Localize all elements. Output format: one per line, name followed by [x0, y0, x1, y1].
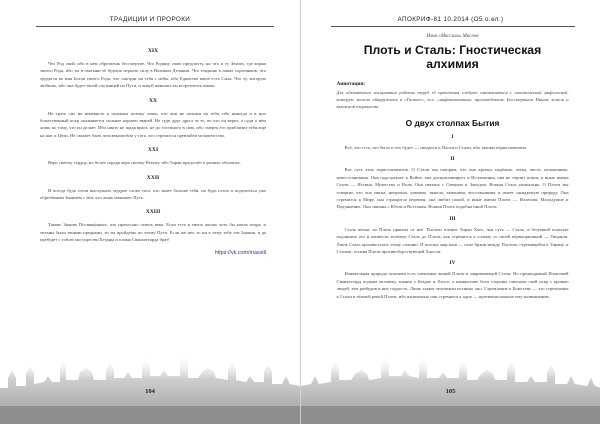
city-skyline-illustration [0, 348, 300, 424]
section-xxiii [40, 209, 266, 243]
paragraph: Вот суть этих первоэлементов. О Стали мы говорим, что она крепка, надёжна, легка, чиста, незаменима, невосстановима. Она подстрекает к Войне, она дисциплинирует и Исчленения, она не терпит покоя, и иные имена Стали — Истина, Мужество и Воля. Она связана с Севером и Западом. Всякая Сталь уникальна. О Плоти мы говорим, что она мягка, непрочна, уязвима, тяжела, заменима, восстановима и имеет ожидаемую природу. Она стремится к Миру, она стращится перемен, она любит покой, и иные имена Плоти — Иллюзия, Малодушие и Подчинение. Она связана с Югом и Востоком. Всякая Плоть подобна иной Плоти. [336, 167, 569, 210]
left-header-rule [36, 26, 274, 27]
right-header-rule [331, 26, 575, 27]
section-heading: II [450, 156, 455, 163]
section-heading: XIX [147, 48, 159, 54]
section-heading: XXIII [145, 209, 161, 216]
left-running-header: ТРАДИЦИИ И ПРОРОКИ [109, 16, 191, 23]
section-heading: I [451, 134, 454, 140]
section-xxii [40, 175, 266, 202]
article-author: Илья «Массили» Маслов [426, 34, 479, 39]
section-xix [40, 48, 266, 90]
paragraph: Изначальная природа человека есть смешение живой Плоти и закрывающей Стали. Но предводимый Иллюзией Сванхаттард подмял человеку знания о Бездне и Хаосе, а наивысшие боги стороны смешали свой искр с кровью людей, тем разбудив в них гордость. Лишь таким человеком истинно оно. Стремление к Божеству — это стремление к Стали и тёмной рекой Плоти, ибо изначально они стремятся к одно — противоположное ему возвышению. [336, 271, 569, 299]
paragraph: Таково Знание Посвящённых, что прочесано сквозь века. Если есть в твоих жилах хоть бы капля искра, и титаны были твоими предками, то ты пройдёшь по этому Пути. Если же нет, то ни к чему тебе эти Знания, и да пребудет с тобою могущество Бездны и пламя Сванхаттарда брат! [40, 222, 266, 243]
vk-link[interactable]: https://vk.com/massili [214, 249, 266, 256]
paragraph: И всегда будь готов выслушать мудрое слово того, кто знает больше тебя, но будь готов и поделиться уже обретённым Знанием с тем, кто лишь начинает Путь. [40, 187, 266, 201]
section-xx [40, 98, 266, 140]
paragraph: Не трать сил на ненависть к чужакам потому лишь, что они не похожи на тебя, ибо никогда и в них божественный искр оказывается сильнее коршен тварей. Не суди друг друга за то, во что он верит, а суди о нём лишь по тому, что он делает. Ибо никто не щадя врага, не до гостиного в сию, ибо смерть его приблизит тебя ещё на шаг к Цели. Не сможет быть человеколюбом у того, кто стремится превзойти человечество. [40, 110, 266, 138]
section-heading: XX [148, 97, 158, 104]
paragraph: Всё, что есть, что было и что будет — сводится к Плоти и Стали, ибо таковы первоэлементы. [344, 145, 528, 150]
left-text-column [40, 44, 266, 256]
city-skyline-illustration [301, 348, 600, 424]
section-heading: XXII [146, 174, 160, 181]
section-iii [337, 216, 569, 256]
section-heading: IV [449, 260, 456, 267]
paragraph: Что Род свой, ибо в нём обретаешь бессмертие. Что Родину свою предпочту, но что и ту Землю, где корни твоего Рода, ибо ты в святыни её будешь черпать силу в Великом Делании. Что глядишь в ликах соратников, что трудятся во имя Богов своего Рода, что смотрят на тебя с небы, ибо Единство ваше есть Сила. Что ту, которую любишь, ибо она будет твоей спутницей на Пути, и ликуй женихкэ вы встретитесь вновь. [40, 61, 266, 89]
right-text-column [337, 34, 569, 302]
section-heading: XXI [147, 147, 159, 154]
section-heading: III [449, 215, 456, 222]
paragraph: Сталь вечна; но Плоть пришла от неё. Плотью пленит Тиран Хаос, чья суть — Сталь, в безумной попытке подчинить его и низвести зелёную Сталь до Плоти, как стремится к сплину со своей первопричиной — Творцом. Лишь Сталь противостоит этому сплиню. И потому мир наш — поле брани между Плотью, стремящейся к Тирану, и Сталью, основа Плоти противоборствующей Хаосом. [336, 226, 569, 255]
article-title: Плоть и Сталь: Гностическая алхимия [363, 43, 542, 71]
section-iv [337, 260, 569, 300]
left-page-number: 104 [145, 388, 155, 395]
annotation-text: Для адекватного восприятия работы теруд её прочтения следует ознакомиться с гностической мифологией, которую можно обнаружить в «Гнозисе», т.е. «нафталиновым» произведением. Бессмертием Наших земель и вьюжной олирингемя. [336, 90, 569, 109]
section-xxi [40, 147, 266, 166]
paragraph: Верь своему сердцу, но более сердца верь своему Разуму, ибо Тиран предстаёт в разных обличьях. [48, 160, 241, 166]
chapter-subtitle: О двух столпах Бытия [405, 118, 500, 128]
section-i [337, 134, 569, 151]
section-ii [337, 156, 569, 210]
right-running-header: АПОКРИФ-81 10.2014 (О5.о.ел.) [397, 16, 504, 23]
annotation-heading: Аннотация: [336, 81, 366, 87]
right-page-number: 105 [445, 388, 456, 395]
right-page [301, 0, 600, 424]
